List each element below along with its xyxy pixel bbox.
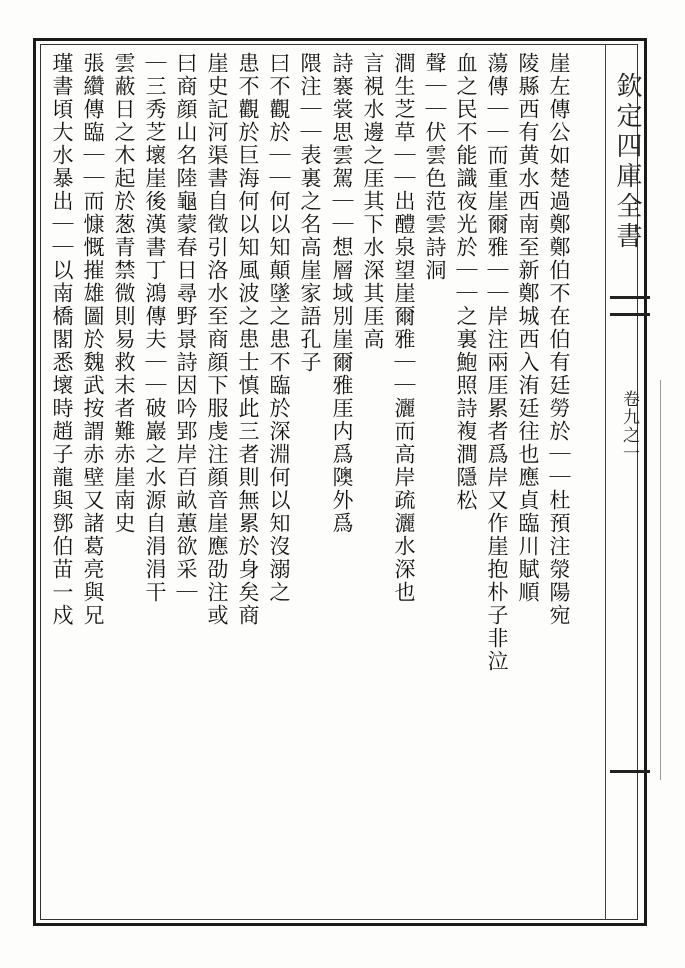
binding-edge [660, 380, 677, 780]
text-column: 詩褰裳思雲駕｜｜想層域別崖爾雅厓内爲隩外爲 [330, 52, 354, 535]
text-column: 聲｜｜伏雲色范雲詩洞 [423, 52, 447, 282]
text-column: 崖史記河渠書自徵引洛水至商顔下服虔注顔音崖應劭注或 [205, 52, 229, 627]
text-column: 言視水邊之厓其下水深其厓高 [361, 52, 385, 351]
text-column: 陵縣西有黄水西南至新鄭城西入洧廷往也應貞臨川賦順 [516, 52, 540, 604]
text-column: 蕩傳｜｜而重崖爾雅｜｜岸注兩厓累者爲岸又作崖抱朴子非泣 [485, 52, 509, 673]
volume-label: 卷九之一 [619, 390, 639, 462]
text-column: 崖左傳公如楚過鄭鄭伯不在伯有廷勞於｜｜杜預注滎陽宛 [547, 52, 571, 627]
text-column: 血之民不能識夜光於｜｜之裏鮑照詩複澗隱松 [454, 52, 478, 512]
fishtail-mark-top [610, 296, 650, 316]
text-column: 隈注｜｜表裏之名高崖家語孔子 [298, 52, 322, 374]
text-column: 曰不觀於｜｜何以知顛墜之患不臨於深淵何以知沒溺之 [267, 52, 291, 604]
text-column: 瑾書頃大水暴出｜｜以南橋閣悉壞時趙子龍與鄧伯苗一戍 [50, 52, 74, 627]
fishtail-mark-bottom [610, 770, 650, 785]
text-column: 雲蔽日之木起於葱青禁微則易救末者難赤崖南史 [112, 52, 136, 535]
collection-title: 欽定四庫全書 [612, 72, 642, 252]
text-column: 張纘傳臨｜｜而慷慨摧雄圖於魏武按謂赤壁又諸葛亮與兄 [81, 52, 105, 627]
text-column: ｜三秀芝壞崖後漢書丁鴻傳夫｜｜破巖之水源自涓涓干 [143, 52, 167, 604]
text-column: 患不觀於巨海何以知風波之患士慎此三者則無累於身矣商 [236, 52, 260, 627]
text-column: 曰商顔山名陸龜蒙春日尋野景詩因吟郢岸百畝蕙欲采｜ [174, 52, 198, 604]
text-column: 澗生芝草｜｜出醴泉望崖爾雅｜｜灑而高岸疏灑水深也 [392, 52, 416, 604]
margin-divider [605, 44, 606, 920]
